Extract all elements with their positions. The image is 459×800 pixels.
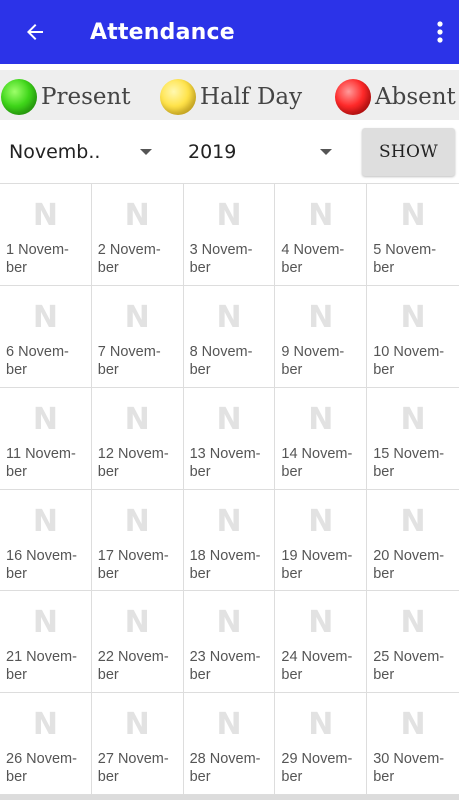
year-select-value: 2019	[188, 141, 237, 163]
day-label-line1: 11 Novem-	[6, 445, 76, 462]
day-label-line1: 16 Novem-	[6, 547, 77, 564]
day-label-line1: 1 Novem-	[6, 242, 69, 258]
day-cell[interactable]	[275, 388, 367, 490]
day-cell[interactable]	[367, 388, 459, 490]
arrow-left-icon	[23, 20, 47, 44]
day-label-line2: ber	[189, 769, 211, 786]
day-label	[6, 547, 87, 583]
day-label-line1: 12 Novem-	[97, 445, 169, 462]
day-label	[98, 547, 179, 583]
day-status: N	[308, 503, 334, 539]
day-label-line1: 7 Novem-	[97, 343, 161, 360]
day-label-line1: 6 Novem-	[6, 343, 69, 360]
day-label-line1: 24 Novem-	[281, 649, 353, 666]
day-cell[interactable]	[184, 388, 276, 490]
day-label-line1: 2 Novem-	[97, 242, 161, 258]
day-label-line2: ber	[189, 463, 211, 480]
day-label	[281, 343, 362, 379]
chevron-down-icon	[320, 149, 332, 155]
day-status: N	[216, 401, 242, 437]
day-cell[interactable]	[0, 388, 92, 490]
day-label	[190, 750, 271, 786]
day-label-line1: 23 Novem-	[189, 649, 261, 666]
day-label-line1: 22 Novem-	[97, 649, 169, 666]
day-status: N	[308, 707, 334, 743]
day-label-line1: 29 Novem-	[281, 751, 353, 768]
back-button[interactable]	[0, 0, 70, 64]
day-label	[6, 648, 87, 684]
day-label-line2: ber	[97, 667, 119, 684]
day-cell[interactable]	[275, 591, 367, 693]
day-label-line2: ber	[97, 361, 119, 378]
day-status: N	[32, 707, 58, 743]
day-label-line1: 13 Novem-	[189, 445, 261, 462]
day-label-line1: 8 Novem-	[189, 343, 253, 360]
year-select[interactable]	[188, 130, 336, 174]
day-label-line2: ber	[281, 769, 303, 786]
day-cell[interactable]	[184, 693, 276, 795]
day-label-line2: ber	[373, 463, 395, 480]
day-status: N	[124, 198, 150, 233]
yellow-circle-icon	[160, 79, 196, 115]
day-label	[98, 750, 179, 786]
day-label	[98, 445, 179, 481]
legend-absent-label: Absent	[375, 84, 456, 110]
day-label	[190, 241, 271, 277]
day-cell[interactable]	[275, 184, 367, 286]
day-label-line2: ber	[373, 361, 395, 378]
day-label-line1: 14 Novem-	[281, 445, 353, 462]
day-status: N	[32, 605, 58, 641]
day-label-line2: ber	[189, 565, 211, 582]
day-label	[98, 343, 179, 379]
day-label-line2: ber	[6, 260, 27, 276]
day-status: N	[400, 707, 426, 743]
day-label-line2: ber	[373, 260, 395, 276]
day-status: N	[124, 299, 150, 335]
page-title: Attendance	[90, 19, 235, 45]
day-label-line2: ber	[6, 463, 27, 480]
day-label-line2: ber	[373, 667, 395, 684]
legend-half-day-label: Half Day	[200, 84, 303, 110]
day-status: N	[216, 707, 242, 743]
day-label-line1: 5 Novem-	[373, 242, 437, 258]
day-status: N	[32, 299, 58, 335]
day-label	[6, 241, 87, 277]
bottom-divider	[0, 795, 459, 800]
day-cell[interactable]	[184, 184, 276, 286]
red-circle-icon	[335, 79, 371, 115]
day-status: N	[400, 401, 426, 437]
show-button[interactable]: SHOW	[362, 128, 455, 176]
day-status: N	[216, 605, 242, 641]
day-status: N	[400, 299, 426, 335]
day-status: N	[308, 299, 334, 335]
day-label-line2: ber	[281, 260, 303, 276]
day-label	[281, 547, 362, 583]
day-label	[190, 445, 271, 481]
attendance-legend	[0, 70, 459, 120]
day-label-line1: 15 Novem-	[373, 445, 445, 462]
day-cell[interactable]	[367, 184, 459, 286]
day-cell[interactable]	[0, 184, 92, 286]
day-status: N	[124, 503, 150, 539]
day-label-line1: 19 Novem-	[281, 547, 353, 564]
legend-half-day	[160, 79, 302, 115]
day-label	[281, 445, 362, 481]
day-cell[interactable]	[367, 693, 459, 795]
day-label	[281, 241, 362, 277]
day-cell[interactable]	[184, 591, 276, 693]
day-label-line1: 18 Novem-	[189, 547, 261, 564]
day-cell[interactable]	[92, 591, 184, 693]
legend-present	[1, 79, 131, 115]
day-status: N	[400, 503, 426, 539]
more-vertical-icon	[437, 21, 443, 43]
day-label	[373, 343, 455, 379]
day-cell[interactable]	[367, 591, 459, 693]
day-label	[373, 241, 455, 277]
day-status: N	[32, 503, 58, 539]
day-label	[373, 547, 455, 583]
day-cell[interactable]	[275, 693, 367, 795]
day-label	[281, 648, 362, 684]
day-label-line1: 21 Novem-	[6, 649, 77, 666]
day-label-line1: 26 Novem-	[6, 751, 77, 768]
day-cell[interactable]	[275, 490, 367, 592]
day-cell[interactable]	[92, 388, 184, 490]
day-label	[6, 445, 87, 481]
day-label-line2: ber	[97, 565, 119, 582]
day-label-line2: ber	[281, 463, 303, 480]
day-cell[interactable]	[92, 693, 184, 795]
legend-present-label: Present	[41, 84, 131, 110]
day-label-line2: ber	[189, 361, 211, 378]
day-label	[190, 547, 271, 583]
day-label-line2: ber	[189, 667, 211, 684]
day-label-line1: 17 Novem-	[97, 547, 169, 564]
day-label-line1: 28 Novem-	[189, 751, 261, 768]
day-label-line1: 4 Novem-	[281, 242, 345, 258]
day-cell[interactable]	[92, 286, 184, 388]
day-label-line2: ber	[281, 361, 303, 378]
day-status: N	[400, 198, 426, 233]
chevron-down-icon	[140, 149, 152, 155]
day-cell[interactable]	[0, 693, 92, 795]
day-cell[interactable]	[0, 490, 92, 592]
day-status: N	[124, 401, 150, 437]
day-label	[373, 648, 455, 684]
day-cell[interactable]	[275, 286, 367, 388]
day-label-line2: ber	[189, 260, 211, 276]
day-label-line2: ber	[373, 769, 395, 786]
day-label-line1: 10 Novem-	[373, 343, 445, 360]
day-label	[281, 750, 362, 786]
day-status: N	[32, 401, 58, 437]
day-status: N	[216, 198, 242, 233]
day-cell[interactable]	[184, 490, 276, 592]
day-status: N	[32, 198, 58, 233]
day-status: N	[124, 707, 150, 743]
legend-absent	[335, 79, 456, 115]
green-circle-icon	[1, 79, 37, 115]
month-select[interactable]	[9, 130, 159, 174]
day-label	[6, 750, 87, 786]
day-label-line2: ber	[6, 769, 27, 786]
calendar-grid	[0, 183, 459, 795]
day-label	[190, 648, 271, 684]
day-label-line2: ber	[97, 769, 119, 786]
day-label-line2: ber	[373, 565, 395, 582]
day-label-line2: ber	[281, 565, 303, 582]
day-label-line2: ber	[6, 565, 27, 582]
filter-bar	[0, 122, 459, 182]
day-label	[98, 648, 179, 684]
day-label-line1: 9 Novem-	[281, 343, 345, 360]
day-label-line1: 25 Novem-	[373, 649, 445, 666]
month-select-value: Novemb..	[9, 141, 101, 163]
day-status: N	[216, 299, 242, 335]
day-label-line2: ber	[97, 463, 119, 480]
day-status: N	[308, 198, 334, 233]
day-cell[interactable]	[92, 490, 184, 592]
day-cell[interactable]	[367, 286, 459, 388]
day-label	[190, 343, 271, 379]
day-label-line1: 3 Novem-	[189, 242, 253, 258]
day-label	[373, 750, 455, 786]
day-status: N	[400, 605, 426, 641]
day-label	[6, 343, 87, 379]
day-status: N	[308, 605, 334, 641]
day-cell[interactable]	[92, 184, 184, 286]
day-label-line2: ber	[6, 361, 27, 378]
day-label	[373, 445, 455, 481]
day-label	[98, 241, 179, 277]
day-label-line1: 27 Novem-	[97, 751, 169, 768]
day-cell[interactable]	[0, 286, 92, 388]
day-status: N	[308, 401, 334, 437]
day-label-line2: ber	[97, 260, 119, 276]
day-label-line2: ber	[6, 667, 27, 684]
app-bar	[0, 0, 459, 64]
day-label-line1: 30 Novem-	[373, 751, 445, 768]
day-cell[interactable]	[367, 490, 459, 592]
day-cell[interactable]	[0, 591, 92, 693]
day-status: N	[216, 503, 242, 539]
day-label-line2: ber	[281, 667, 303, 684]
day-status: N	[124, 605, 150, 641]
overflow-menu-button[interactable]	[435, 16, 445, 48]
day-label-line1: 20 Novem-	[373, 547, 445, 564]
day-cell[interactable]	[184, 286, 276, 388]
